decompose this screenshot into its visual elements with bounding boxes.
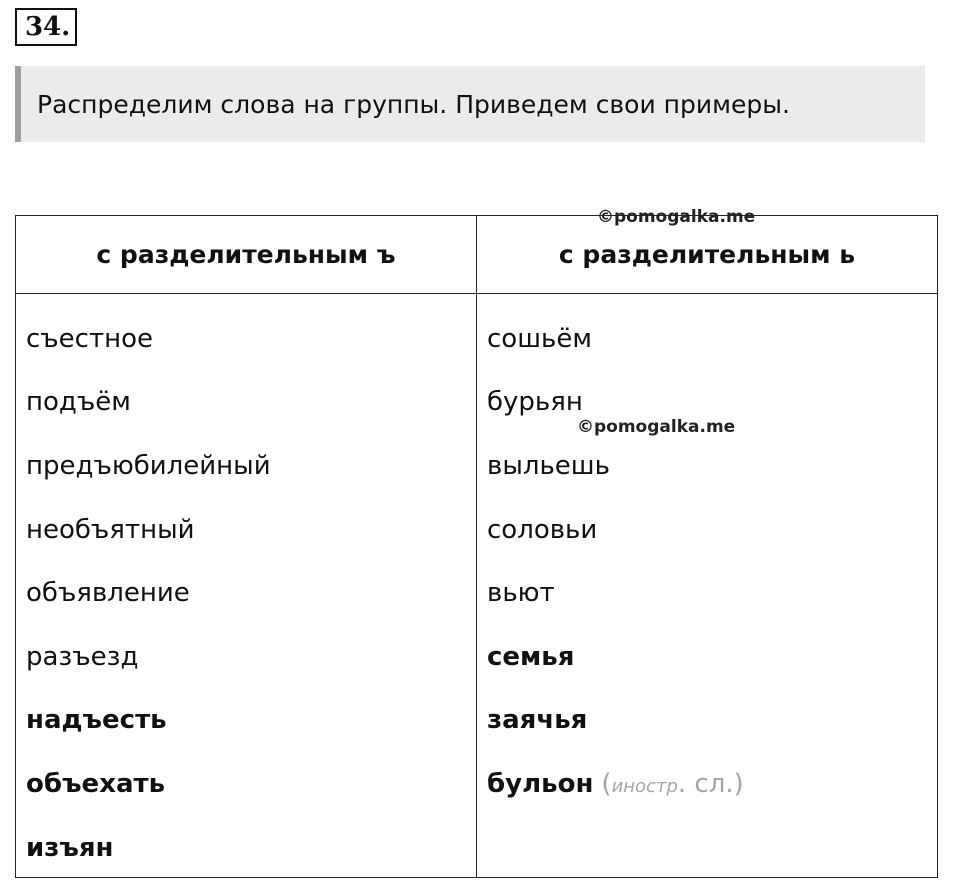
watermark: ©pomogalka.me	[577, 417, 736, 437]
column-hard-sign	[26, 307, 271, 879]
word: бульон	[487, 768, 594, 799]
list-item	[26, 689, 271, 753]
column-soft-sign	[487, 307, 744, 816]
word: разъезд	[26, 641, 139, 672]
words-table	[15, 215, 938, 878]
word: объехать	[26, 768, 166, 799]
word: заячья	[487, 705, 588, 736]
foreign-word-note: (иностр. сл.)	[601, 768, 744, 799]
list-item	[26, 752, 271, 816]
list-item	[487, 498, 744, 562]
word: семья	[487, 641, 575, 672]
word: объявление	[26, 578, 190, 609]
header-hard-sign: с разделительным ъ	[96, 240, 396, 269]
word: вьют	[487, 578, 555, 609]
list-item	[26, 434, 271, 498]
instruction-text: Распределим слова на группы. Приведем свои примеры.	[37, 89, 790, 119]
word: изъян	[26, 832, 114, 863]
watermark: ©pomogalka.me	[597, 207, 756, 227]
list-item	[26, 561, 271, 625]
word: предъюбилейный	[26, 450, 271, 481]
word: соловьи	[487, 514, 598, 545]
list-item	[26, 371, 271, 435]
header-divider	[16, 293, 937, 294]
word: съестное	[26, 323, 154, 354]
list-item	[487, 689, 744, 753]
header-soft-sign: с разделительным ь	[558, 240, 856, 269]
word: подъём	[26, 387, 131, 418]
list-item	[26, 498, 271, 562]
list-item	[487, 307, 744, 371]
list-item	[487, 561, 744, 625]
word: надъесть	[26, 705, 167, 736]
column-divider	[476, 216, 477, 877]
list-item	[487, 752, 744, 816]
list-item	[26, 307, 271, 371]
list-item	[26, 816, 271, 880]
list-item	[487, 434, 744, 498]
list-item	[26, 625, 271, 689]
word: необъятный	[26, 514, 195, 545]
task-number: 34.	[15, 8, 77, 46]
word: сошьём	[487, 323, 592, 354]
instruction-banner	[15, 66, 925, 142]
word: выльешь	[487, 450, 610, 481]
list-item	[487, 625, 744, 689]
word: бурьян	[487, 387, 583, 418]
